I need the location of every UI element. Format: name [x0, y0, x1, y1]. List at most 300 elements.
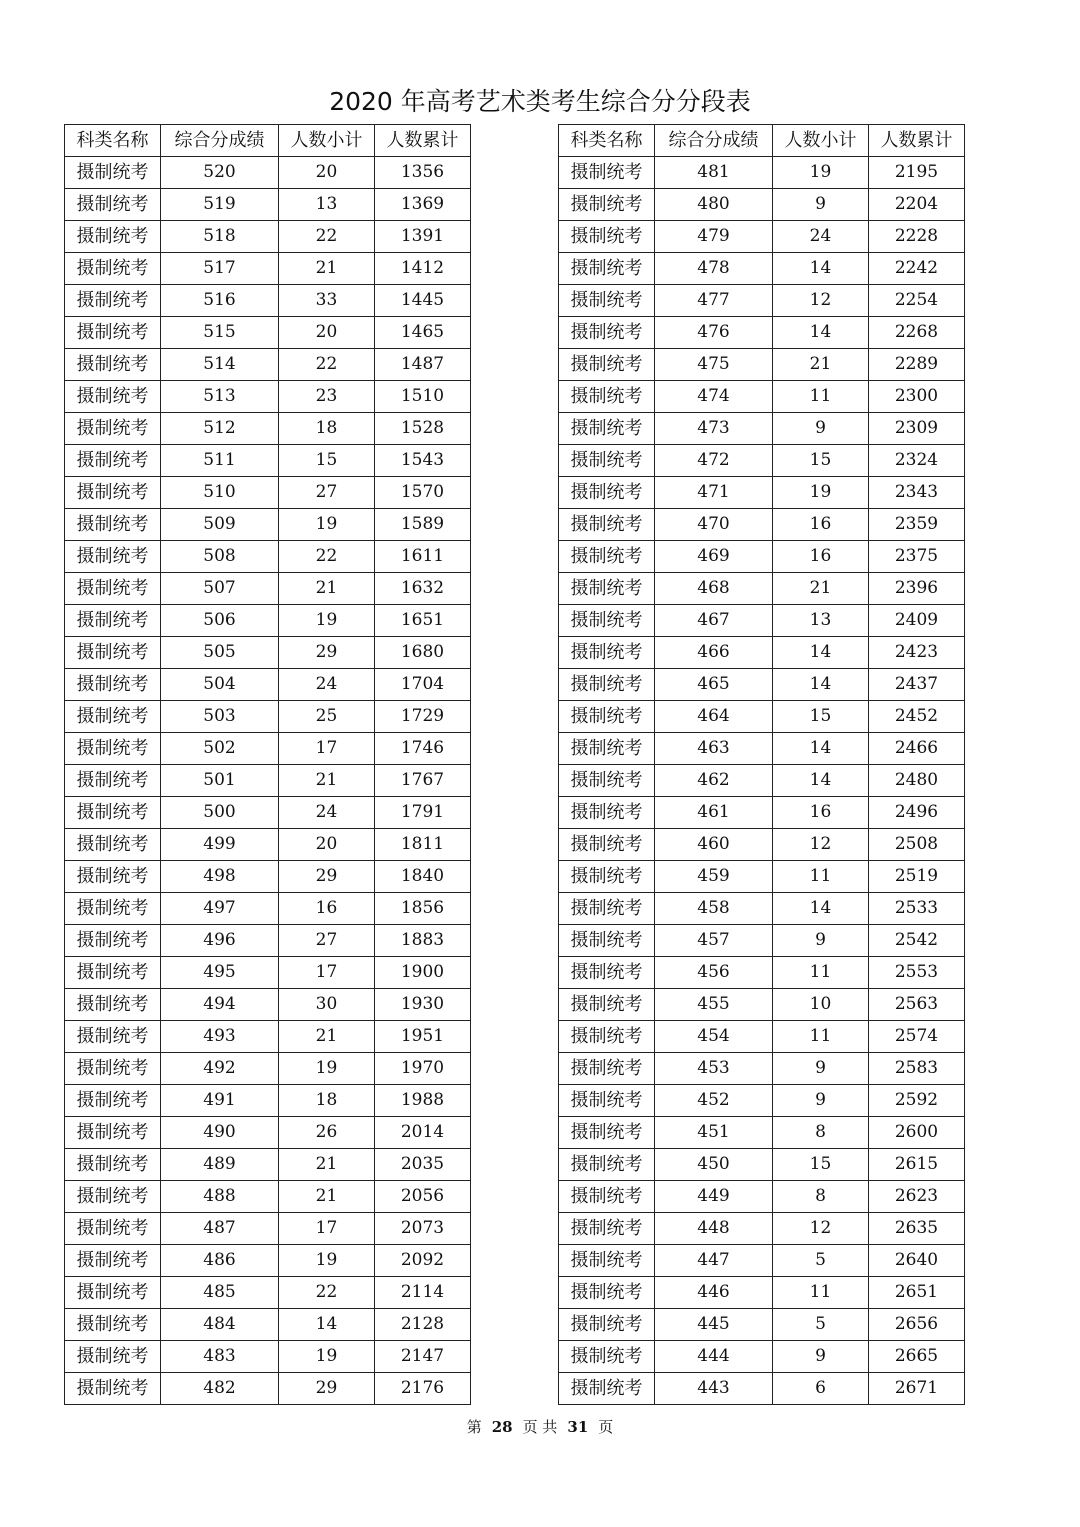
table-row	[559, 349, 965, 381]
cell-category: 摄制统考	[65, 477, 161, 509]
table-row	[559, 285, 965, 317]
cell-cumulative: 2396	[869, 573, 965, 605]
table-row	[559, 1149, 965, 1181]
cell-score: 461	[655, 797, 773, 829]
cell-count: 20	[279, 317, 375, 349]
cell-category: 摄制统考	[65, 1245, 161, 1277]
cell-cumulative: 2519	[869, 861, 965, 893]
cell-cumulative: 2343	[869, 477, 965, 509]
cell-category: 摄制统考	[559, 925, 655, 957]
cell-category: 摄制统考	[65, 701, 161, 733]
cell-count: 29	[279, 637, 375, 669]
cell-cumulative: 1510	[375, 381, 471, 413]
cell-cumulative: 2147	[375, 1341, 471, 1373]
table-row	[559, 893, 965, 925]
cell-score: 514	[161, 349, 279, 381]
cell-cumulative: 2035	[375, 1149, 471, 1181]
cell-count: 21	[279, 1021, 375, 1053]
table-row	[559, 669, 965, 701]
cell-count: 24	[773, 221, 869, 253]
cell-count: 19	[279, 1341, 375, 1373]
cell-cumulative: 1412	[375, 253, 471, 285]
cell-score: 481	[655, 157, 773, 189]
cell-cumulative: 2114	[375, 1277, 471, 1309]
cell-count: 29	[279, 1373, 375, 1405]
footer-suffix: 页	[598, 1418, 614, 1436]
cell-category: 摄制统考	[65, 221, 161, 253]
cell-score: 482	[161, 1373, 279, 1405]
header-category: 科类名称	[65, 125, 161, 157]
cell-cumulative: 2437	[869, 669, 965, 701]
cell-count: 16	[279, 893, 375, 925]
cell-score: 443	[655, 1373, 773, 1405]
cell-category: 摄制统考	[65, 797, 161, 829]
table-row	[559, 253, 965, 285]
cell-category: 摄制统考	[65, 829, 161, 861]
table-row	[65, 1021, 471, 1053]
cell-category: 摄制统考	[559, 349, 655, 381]
cell-category: 摄制统考	[65, 733, 161, 765]
cell-score: 512	[161, 413, 279, 445]
cell-category: 摄制统考	[65, 1309, 161, 1341]
table-row	[559, 701, 965, 733]
cell-score: 503	[161, 701, 279, 733]
cell-count: 11	[773, 1277, 869, 1309]
cell-count: 21	[279, 765, 375, 797]
footer-total-pages: 31	[567, 1418, 589, 1436]
table-row	[65, 413, 471, 445]
cell-cumulative: 1729	[375, 701, 471, 733]
cell-cumulative: 1570	[375, 477, 471, 509]
cell-cumulative: 1988	[375, 1085, 471, 1117]
cell-category: 摄制统考	[559, 157, 655, 189]
cell-count: 21	[773, 349, 869, 381]
cell-category: 摄制统考	[559, 1341, 655, 1373]
table-row	[65, 605, 471, 637]
cell-count: 22	[279, 349, 375, 381]
cell-score: 520	[161, 157, 279, 189]
table-row	[559, 1373, 965, 1405]
cell-category: 摄制统考	[559, 733, 655, 765]
cell-count: 14	[773, 253, 869, 285]
table-row	[65, 189, 471, 221]
cell-count: 14	[773, 893, 869, 925]
cell-category: 摄制统考	[65, 669, 161, 701]
cell-cumulative: 2242	[869, 253, 965, 285]
cell-count: 9	[773, 413, 869, 445]
table-row	[559, 733, 965, 765]
cell-cumulative: 2289	[869, 349, 965, 381]
header-cumulative: 人数累计	[869, 125, 965, 157]
cell-cumulative: 1840	[375, 861, 471, 893]
cell-count: 9	[773, 1053, 869, 1085]
table-row	[559, 829, 965, 861]
table-row	[65, 253, 471, 285]
cell-count: 14	[773, 733, 869, 765]
table-row	[559, 541, 965, 573]
cell-cumulative: 2574	[869, 1021, 965, 1053]
cell-cumulative: 1856	[375, 893, 471, 925]
cell-count: 14	[279, 1309, 375, 1341]
cell-category: 摄制统考	[559, 1213, 655, 1245]
table-row	[65, 1213, 471, 1245]
table-row	[65, 829, 471, 861]
cell-count: 26	[279, 1117, 375, 1149]
cell-score: 470	[655, 509, 773, 541]
cell-score: 474	[655, 381, 773, 413]
header-count: 人数小计	[279, 125, 375, 157]
cell-score: 471	[655, 477, 773, 509]
table-row	[65, 221, 471, 253]
cell-cumulative: 2592	[869, 1085, 965, 1117]
cell-score: 465	[655, 669, 773, 701]
table-row	[65, 861, 471, 893]
cell-count: 17	[279, 733, 375, 765]
cell-cumulative: 2640	[869, 1245, 965, 1277]
cell-category: 摄制统考	[65, 541, 161, 573]
cell-category: 摄制统考	[559, 1277, 655, 1309]
table-row	[65, 381, 471, 413]
cell-count: 15	[773, 445, 869, 477]
cell-category: 摄制统考	[65, 445, 161, 477]
cell-cumulative: 2533	[869, 893, 965, 925]
table-row	[65, 541, 471, 573]
cell-category: 摄制统考	[65, 989, 161, 1021]
cell-score: 494	[161, 989, 279, 1021]
cell-cumulative: 2423	[869, 637, 965, 669]
cell-score: 446	[655, 1277, 773, 1309]
table-row	[559, 1021, 965, 1053]
cell-count: 9	[773, 925, 869, 957]
cell-cumulative: 2553	[869, 957, 965, 989]
cell-cumulative: 2496	[869, 797, 965, 829]
cell-score: 467	[655, 605, 773, 637]
table-row	[65, 1277, 471, 1309]
cell-category: 摄制统考	[65, 1117, 161, 1149]
cell-count: 16	[773, 509, 869, 541]
cell-count: 6	[773, 1373, 869, 1405]
cell-category: 摄制统考	[559, 797, 655, 829]
cell-cumulative: 2195	[869, 157, 965, 189]
cell-cumulative: 2300	[869, 381, 965, 413]
cell-score: 487	[161, 1213, 279, 1245]
cell-score: 468	[655, 573, 773, 605]
table-row	[559, 1117, 965, 1149]
cell-score: 454	[655, 1021, 773, 1053]
cell-count: 20	[279, 157, 375, 189]
table-row	[65, 1245, 471, 1277]
cell-cumulative: 2656	[869, 1309, 965, 1341]
cell-count: 17	[279, 957, 375, 989]
cell-cumulative: 2615	[869, 1149, 965, 1181]
cell-category: 摄制统考	[65, 605, 161, 637]
cell-score: 510	[161, 477, 279, 509]
cell-category: 摄制统考	[65, 637, 161, 669]
table-row	[559, 1181, 965, 1213]
cell-score: 455	[655, 989, 773, 1021]
cell-count: 21	[773, 573, 869, 605]
cell-count: 18	[279, 1085, 375, 1117]
header-count: 人数小计	[773, 125, 869, 157]
table-row	[559, 573, 965, 605]
cell-count: 8	[773, 1117, 869, 1149]
cell-score: 449	[655, 1181, 773, 1213]
cell-cumulative: 2508	[869, 829, 965, 861]
table-header-row	[65, 125, 471, 157]
table-row	[65, 765, 471, 797]
cell-cumulative: 2651	[869, 1277, 965, 1309]
table-row	[559, 797, 965, 829]
cell-category: 摄制统考	[559, 413, 655, 445]
cell-category: 摄制统考	[65, 413, 161, 445]
cell-score: 493	[161, 1021, 279, 1053]
table-row	[65, 637, 471, 669]
cell-count: 10	[773, 989, 869, 1021]
cell-score: 445	[655, 1309, 773, 1341]
cell-category: 摄制统考	[559, 1309, 655, 1341]
cell-score: 480	[655, 189, 773, 221]
header-cumulative: 人数累计	[375, 125, 471, 157]
cell-category: 摄制统考	[65, 1277, 161, 1309]
cell-count: 15	[279, 445, 375, 477]
cell-category: 摄制统考	[559, 829, 655, 861]
cell-cumulative: 1369	[375, 189, 471, 221]
table-row	[65, 157, 471, 189]
page-title: 2020 年高考艺术类考生综合分分段表	[329, 87, 751, 116]
cell-category: 摄制统考	[559, 1149, 655, 1181]
table-row	[559, 317, 965, 349]
cell-category: 摄制统考	[559, 381, 655, 413]
cell-score: 495	[161, 957, 279, 989]
cell-cumulative: 2176	[375, 1373, 471, 1405]
cell-count: 14	[773, 669, 869, 701]
cell-cumulative: 1883	[375, 925, 471, 957]
cell-cumulative: 2452	[869, 701, 965, 733]
cell-cumulative: 1611	[375, 541, 471, 573]
table-row	[65, 285, 471, 317]
table-row	[559, 221, 965, 253]
cell-count: 19	[279, 605, 375, 637]
cell-cumulative: 2324	[869, 445, 965, 477]
table-row	[65, 1053, 471, 1085]
cell-category: 摄制统考	[559, 1053, 655, 1085]
table-row	[65, 1341, 471, 1373]
cell-count: 14	[773, 317, 869, 349]
cell-count: 24	[279, 669, 375, 701]
cell-score: 448	[655, 1213, 773, 1245]
cell-count: 22	[279, 1277, 375, 1309]
cell-count: 20	[279, 829, 375, 861]
cell-score: 479	[655, 221, 773, 253]
table-row	[559, 509, 965, 541]
cell-category: 摄制统考	[559, 1181, 655, 1213]
table-row	[65, 509, 471, 541]
cell-category: 摄制统考	[65, 189, 161, 221]
cell-score: 496	[161, 925, 279, 957]
cell-category: 摄制统考	[65, 1341, 161, 1373]
cell-cumulative: 2268	[869, 317, 965, 349]
footer-middle: 页 共	[522, 1418, 558, 1436]
table-row	[559, 765, 965, 797]
cell-count: 8	[773, 1181, 869, 1213]
cell-category: 摄制统考	[559, 1021, 655, 1053]
cell-cumulative: 2309	[869, 413, 965, 445]
cell-category: 摄制统考	[65, 381, 161, 413]
table-row	[559, 1277, 965, 1309]
cell-count: 11	[773, 381, 869, 413]
cell-count: 5	[773, 1309, 869, 1341]
cell-category: 摄制统考	[65, 1373, 161, 1405]
cell-cumulative: 1465	[375, 317, 471, 349]
cell-cumulative: 1811	[375, 829, 471, 861]
cell-category: 摄制统考	[559, 573, 655, 605]
cell-category: 摄制统考	[559, 957, 655, 989]
cell-category: 摄制统考	[65, 1149, 161, 1181]
footer-prefix: 第	[466, 1418, 482, 1436]
cell-score: 456	[655, 957, 773, 989]
cell-score: 504	[161, 669, 279, 701]
cell-count: 29	[279, 861, 375, 893]
cell-count: 12	[773, 829, 869, 861]
table-row	[65, 733, 471, 765]
cell-cumulative: 2665	[869, 1341, 965, 1373]
cell-category: 摄制统考	[559, 893, 655, 925]
page-footer	[0, 1416, 1080, 1438]
cell-category: 摄制统考	[559, 477, 655, 509]
cell-score: 483	[161, 1341, 279, 1373]
table-row	[559, 157, 965, 189]
cell-count: 24	[279, 797, 375, 829]
cell-score: 489	[161, 1149, 279, 1181]
cell-count: 11	[773, 861, 869, 893]
cell-count: 19	[773, 157, 869, 189]
cell-cumulative: 2254	[869, 285, 965, 317]
cell-count: 11	[773, 957, 869, 989]
cell-count: 5	[773, 1245, 869, 1277]
cell-count: 11	[773, 1021, 869, 1053]
table-row	[559, 1341, 965, 1373]
cell-count: 9	[773, 189, 869, 221]
cell-category: 摄制统考	[65, 349, 161, 381]
cell-score: 486	[161, 1245, 279, 1277]
cell-count: 18	[279, 413, 375, 445]
table-row	[65, 317, 471, 349]
cell-count: 13	[773, 605, 869, 637]
cell-category: 摄制统考	[65, 765, 161, 797]
table-row	[559, 189, 965, 221]
cell-count: 19	[279, 509, 375, 541]
cell-score: 476	[655, 317, 773, 349]
cell-cumulative: 1445	[375, 285, 471, 317]
table-row	[65, 445, 471, 477]
cell-category: 摄制统考	[65, 157, 161, 189]
cell-category: 摄制统考	[559, 541, 655, 573]
cell-score: 509	[161, 509, 279, 541]
cell-score: 466	[655, 637, 773, 669]
cell-category: 摄制统考	[65, 925, 161, 957]
score-table-left	[64, 124, 471, 1405]
cell-count: 14	[773, 765, 869, 797]
cell-cumulative: 1791	[375, 797, 471, 829]
table-row	[559, 1053, 965, 1085]
cell-cumulative: 2466	[869, 733, 965, 765]
cell-score: 508	[161, 541, 279, 573]
cell-count: 16	[773, 797, 869, 829]
cell-count: 12	[773, 1213, 869, 1245]
cell-cumulative: 2359	[869, 509, 965, 541]
cell-category: 摄制统考	[65, 957, 161, 989]
cell-cumulative: 1651	[375, 605, 471, 637]
cell-cumulative: 1767	[375, 765, 471, 797]
table-row	[559, 989, 965, 1021]
table-row	[65, 989, 471, 1021]
cell-score: 475	[655, 349, 773, 381]
cell-cumulative: 1528	[375, 413, 471, 445]
cell-score: 505	[161, 637, 279, 669]
cell-category: 摄制统考	[559, 701, 655, 733]
cell-count: 23	[279, 381, 375, 413]
table-row	[65, 893, 471, 925]
cell-category: 摄制统考	[65, 509, 161, 541]
table-row	[65, 1181, 471, 1213]
table-row	[65, 573, 471, 605]
cell-score: 485	[161, 1277, 279, 1309]
cell-cumulative: 2480	[869, 765, 965, 797]
cell-score: 460	[655, 829, 773, 861]
table-row	[65, 349, 471, 381]
cell-cumulative: 2228	[869, 221, 965, 253]
table-row	[65, 669, 471, 701]
cell-cumulative: 1487	[375, 349, 471, 381]
cell-cumulative: 1746	[375, 733, 471, 765]
cell-category: 摄制统考	[65, 1181, 161, 1213]
cell-score: 511	[161, 445, 279, 477]
cell-count: 21	[279, 1149, 375, 1181]
table-row	[65, 1117, 471, 1149]
cell-category: 摄制统考	[559, 637, 655, 669]
cell-cumulative: 2635	[869, 1213, 965, 1245]
table-header-row	[559, 125, 965, 157]
cell-score: 506	[161, 605, 279, 637]
cell-category: 摄制统考	[559, 221, 655, 253]
cell-count: 14	[773, 637, 869, 669]
cell-score: 516	[161, 285, 279, 317]
table-row	[559, 605, 965, 637]
table-row	[559, 445, 965, 477]
cell-category: 摄制统考	[559, 605, 655, 637]
cell-category: 摄制统考	[65, 253, 161, 285]
table-row	[559, 1309, 965, 1341]
cell-score: 501	[161, 765, 279, 797]
cell-category: 摄制统考	[559, 1245, 655, 1277]
cell-category: 摄制统考	[559, 1373, 655, 1405]
cell-category: 摄制统考	[559, 285, 655, 317]
cell-cumulative: 1543	[375, 445, 471, 477]
cell-category: 摄制统考	[559, 765, 655, 797]
cell-category: 摄制统考	[559, 509, 655, 541]
cell-count: 21	[279, 1181, 375, 1213]
cell-category: 摄制统考	[65, 1213, 161, 1245]
cell-count: 27	[279, 925, 375, 957]
cell-count: 21	[279, 573, 375, 605]
cell-category: 摄制统考	[559, 861, 655, 893]
cell-count: 19	[279, 1053, 375, 1085]
cell-count: 22	[279, 221, 375, 253]
cell-count: 12	[773, 285, 869, 317]
table-row	[65, 957, 471, 989]
cell-score: 497	[161, 893, 279, 925]
cell-category: 摄制统考	[65, 893, 161, 925]
